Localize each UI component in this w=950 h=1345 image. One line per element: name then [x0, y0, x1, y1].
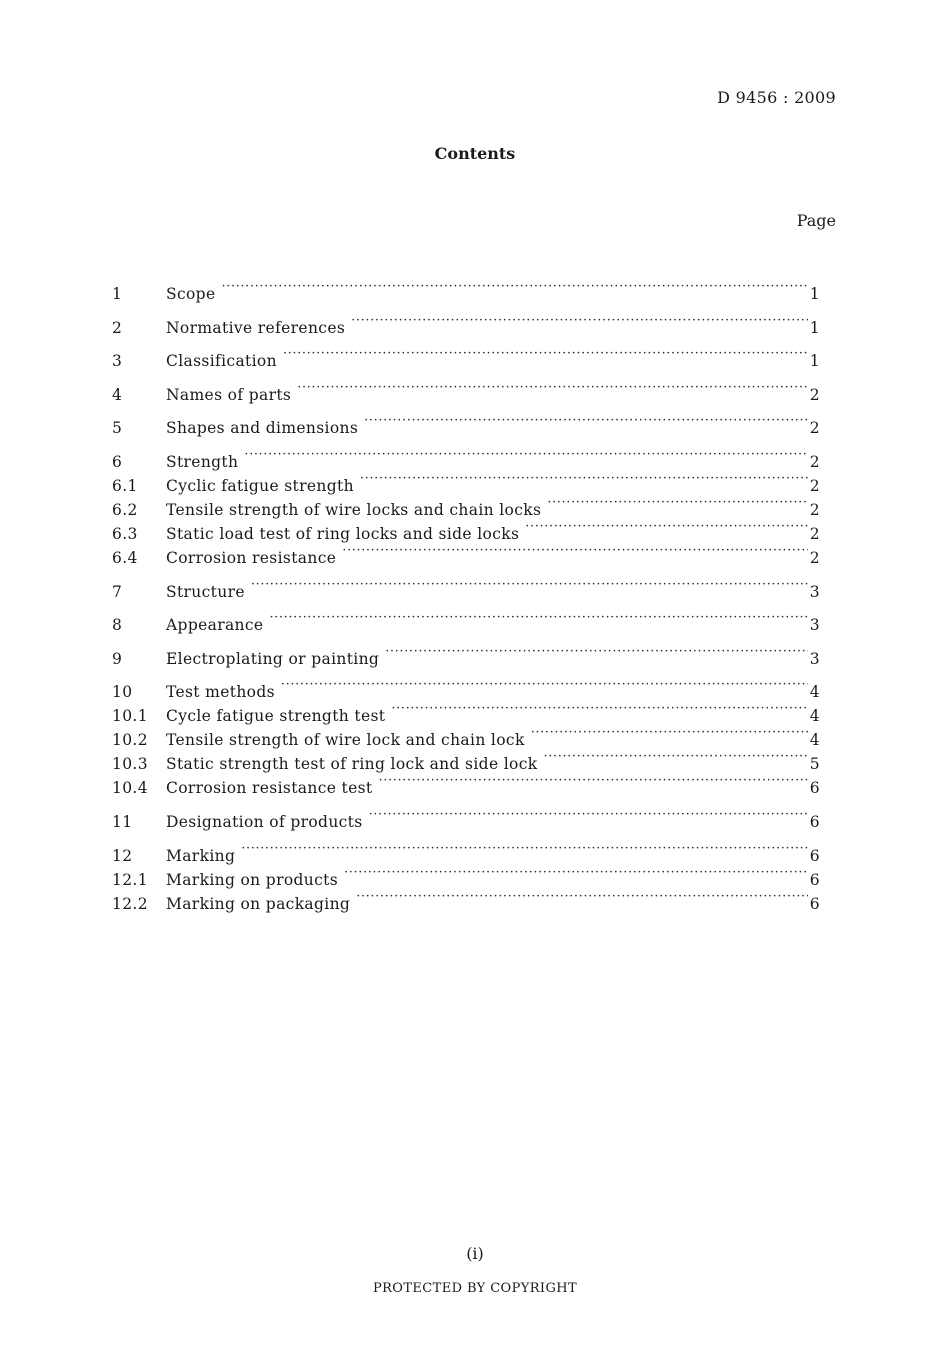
- toc-entry-title: Static strength test of ring lock and side lock: [166, 755, 538, 774]
- toc-entry[interactable]: [112, 342, 820, 371]
- toc-entry-title: Corrosion resistance: [166, 548, 337, 567]
- toc-entry-title: Tensile strength of wire lock and chain lock: [166, 731, 525, 750]
- toc-entry-title: Test methods: [166, 683, 275, 702]
- toc-group: [112, 376, 820, 404]
- toc-entry-page: 2: [809, 452, 820, 471]
- toc-entry-title: Electroplating or painting: [166, 649, 380, 668]
- toc-entry-number: 10: [112, 683, 133, 702]
- dot-leader: [379, 769, 808, 793]
- toc-entry-title: Names of parts: [166, 385, 292, 404]
- dot-leader: [281, 673, 808, 697]
- toc-entry-number: 4: [112, 385, 123, 404]
- toc-entry-title: Normative references: [166, 318, 346, 337]
- toc-entry-page: 1: [809, 285, 820, 303]
- toc-entry-title: Shapes and dimensions: [166, 419, 359, 438]
- dot-leader: [241, 837, 808, 861]
- toc-entry[interactable]: [112, 275, 820, 303]
- toc-entry-number: 8: [112, 616, 123, 635]
- page-column-label: Page: [796, 211, 836, 230]
- toc-entry-page: 6: [809, 812, 820, 831]
- toc-entry-page: 6: [809, 894, 820, 913]
- toc-entry-number: 10.4: [112, 779, 148, 798]
- toc-entry-page: 3: [809, 616, 820, 635]
- dot-leader: [356, 885, 808, 909]
- toc-entry-number: 10.3: [112, 755, 148, 774]
- toc-entry-page: 4: [809, 683, 820, 702]
- toc-entry[interactable]: [112, 443, 820, 471]
- dot-leader: [251, 573, 808, 597]
- toc-entry-title: Marking on packaging: [166, 894, 351, 913]
- toc-entry-page: 4: [809, 731, 820, 750]
- toc-entry-page: 5: [809, 755, 820, 774]
- toc-entry-number: 11: [112, 812, 133, 831]
- toc-entry-title: Classification: [166, 352, 277, 371]
- toc-entry-number: 6: [112, 452, 123, 471]
- dot-leader: [547, 491, 807, 515]
- toc-entry-title: Cyclic fatigue strength: [166, 476, 354, 495]
- toc-entry[interactable]: [112, 837, 820, 865]
- toc-group: [112, 673, 820, 798]
- toc-entry-number: 5: [112, 419, 123, 438]
- toc-entry-title: Cycle fatigue strength test: [166, 707, 386, 726]
- page-number: (i): [466, 1244, 484, 1263]
- toc-entry-page: 2: [809, 548, 820, 567]
- toc-entry[interactable]: [112, 803, 820, 831]
- dot-leader: [544, 745, 808, 769]
- toc-entry-number: 6.3: [112, 524, 138, 543]
- copyright-footer: PROTECTED BY COPYRIGHT: [372, 1281, 578, 1296]
- toc-entry[interactable]: [112, 606, 820, 635]
- toc-entry-title: Strength: [166, 452, 239, 471]
- toc-entry-number: 12.1: [112, 870, 148, 889]
- toc-entry-page: 6: [809, 779, 820, 798]
- toc-entry-title: Marking on products: [166, 870, 339, 889]
- toc-entry-title: Scope: [166, 285, 216, 303]
- toc-entry-number: 2: [112, 318, 123, 337]
- toc-entry-title: Corrosion resistance test: [166, 779, 373, 798]
- toc-entry-number: 12.2: [112, 894, 148, 913]
- toc-group: [112, 309, 820, 337]
- toc-group: [112, 606, 820, 635]
- toc-group: [112, 275, 820, 303]
- toc-entry-title: Marking: [166, 846, 236, 865]
- dot-leader: [221, 275, 807, 299]
- toc-entry-page: 3: [809, 582, 820, 601]
- dot-leader: [369, 803, 808, 827]
- toc-entry-title: Tensile strength of wire locks and chain locks: [166, 500, 542, 519]
- toc-entry-number: 1: [112, 285, 123, 303]
- toc-entry[interactable]: [112, 376, 820, 404]
- toc-entry-page: 6: [809, 846, 820, 865]
- toc-group: [112, 573, 820, 601]
- toc-entry-title: Appearance: [166, 616, 264, 635]
- toc-entry-number: 10.1: [112, 707, 148, 726]
- dot-leader: [385, 640, 808, 664]
- toc-entry-number: 7: [112, 582, 123, 601]
- toc-entry-title: Static load test of ring locks and side locks: [166, 524, 520, 543]
- toc-entry-title: Designation of products: [166, 812, 363, 831]
- dot-leader: [342, 539, 808, 563]
- toc-entry-number: 10.2: [112, 731, 148, 750]
- toc-entry[interactable]: [112, 573, 820, 601]
- toc-group: [112, 443, 820, 567]
- toc-entry-number: 6.2: [112, 500, 138, 519]
- toc-entry-number: 9: [112, 649, 123, 668]
- toc-entry-number: 3: [112, 352, 123, 371]
- toc-entry-number: 12: [112, 846, 133, 865]
- dot-leader: [269, 606, 807, 630]
- document-id: D 9456 : 2009: [717, 88, 836, 107]
- dot-leader: [344, 861, 808, 885]
- toc-entry-page: 6: [809, 870, 820, 889]
- toc-entry-page: 4: [809, 707, 820, 726]
- toc-entry-page: 2: [809, 385, 820, 404]
- dot-leader: [283, 342, 808, 366]
- dot-leader: [531, 721, 808, 745]
- toc-entry-page: 3: [809, 649, 820, 668]
- toc-entry-title: Structure: [166, 582, 245, 601]
- toc-entry-page: 1: [809, 352, 820, 371]
- dot-leader: [391, 697, 807, 721]
- dot-leader: [297, 376, 808, 400]
- toc-entry-page: 2: [809, 524, 820, 543]
- toc-group: [112, 409, 820, 438]
- dot-leader: [364, 409, 808, 433]
- toc-entry-page: 2: [809, 476, 820, 495]
- toc-group: [112, 837, 820, 913]
- toc-entry-number: 6.1: [112, 476, 138, 495]
- toc-entry-number: 6.4: [112, 548, 138, 567]
- toc-group: [112, 640, 820, 668]
- toc-entry-page: 2: [809, 419, 820, 438]
- toc-entry[interactable]: [112, 673, 820, 702]
- toc-entry[interactable]: [112, 409, 820, 438]
- dot-leader: [351, 309, 808, 333]
- toc-group: [112, 342, 820, 371]
- toc-entry[interactable]: [112, 640, 820, 668]
- page-title: Contents: [434, 144, 516, 163]
- dot-leader: [525, 515, 807, 539]
- toc-entry[interactable]: [112, 309, 820, 337]
- toc-entry-page: 2: [809, 500, 820, 519]
- toc-group: [112, 803, 820, 831]
- toc-entry-page: 1: [809, 318, 820, 337]
- dot-leader: [244, 443, 807, 467]
- dot-leader: [360, 467, 808, 491]
- table-of-contents: [112, 275, 820, 918]
